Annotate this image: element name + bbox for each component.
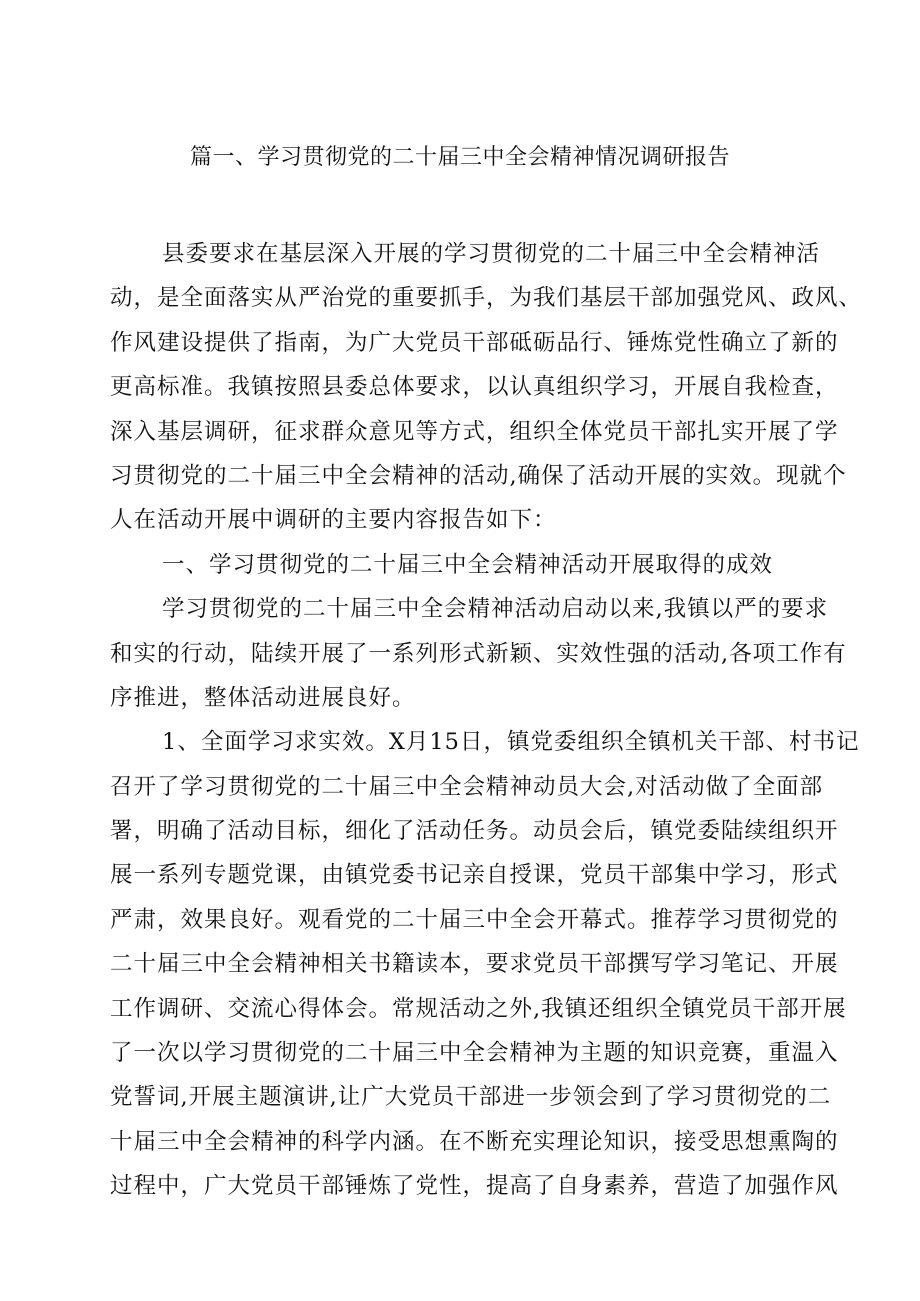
body-line: 署，明确了活动目标，细化了活动任务。动员会后，镇党委陆续组织开 <box>110 818 839 845</box>
body-line: 过程中，广大党员干部锤炼了党性，提高了自身素养，营造了加强作风 <box>110 1173 839 1200</box>
body-line: 严肃，效果良好。观看党的二十届三中全会开幕式。推荐学习贯彻党的 <box>110 906 839 933</box>
body-line: 党誓词,开展主题演讲,让广大党员干部进一步领会到了学习贯彻党的二 <box>110 1084 832 1111</box>
document-title: 篇一、学习贯彻党的二十届三中全会精神情况调研报告 <box>189 145 730 170</box>
body-line: 了一次以学习贯彻党的二十届三中全会精神为主题的知识竞赛，重温入 <box>110 1040 839 1067</box>
body-line: 二十届三中全会精神相关书籍读本，要求党员干部撰写学习笔记、开展 <box>110 951 839 978</box>
body-line: 和实的行动，陆续开展了一系列形式新颖、实效性强的活动,各项工作有 <box>110 640 847 667</box>
body-line: 1、全面学习求实效。X月15日，镇党委组织全镇机关干部、村书记 <box>162 729 860 756</box>
body-line: 展一系列专题党课，由镇党委书记亲自授课，党员干部集中学习，形式 <box>110 862 839 889</box>
body-line: 深入基层调研，征求群众意见等方式，组织全体党员干部扎实开展了学 <box>110 418 839 445</box>
section-heading: 一、学习贯彻党的二十届三中全会精神活动开展取得的成效 <box>162 551 774 578</box>
body-line: 县委要求在基层深入开展的学习贯彻党的二十届三中全会精神活 <box>162 241 821 267</box>
body-line: 学习贯彻党的二十届三中全会精神活动启动以来,我镇以严的要求 <box>162 596 829 623</box>
body-line: 作风建设提供了指南，为广大党员干部砥砺品行、锤炼党性确立了新的 <box>110 329 839 356</box>
body-line: 习贯彻党的二十届三中全会精神的活动,确保了活动开展的实效。现就个 <box>110 462 847 489</box>
body-line: 动，是全面落实从严治党的重要抓手，为我们基层干部加强党风、政风、 <box>110 285 863 312</box>
body-line: 十届三中全会精神的科学内涵。在不断充实理论知识，接受思想熏陶的 <box>110 1128 839 1155</box>
body-line: 人在活动开展中调研的主要内容报告如下： <box>110 507 557 534</box>
document-body <box>110 232 863 1209</box>
body-line: 序推进，整体活动进展良好。 <box>110 684 416 711</box>
body-line: 工作调研、交流心得体会。常规活动之外,我镇还组织全镇党员干部开展 <box>110 995 847 1022</box>
body-line: 召开了学习贯彻党的二十届三中全会精神动员大会,对活动做了全面部 <box>110 773 824 800</box>
body-line: 更高标准。我镇按照县委总体要求，以认真组织学习，开展自我检查， <box>110 374 839 401</box>
